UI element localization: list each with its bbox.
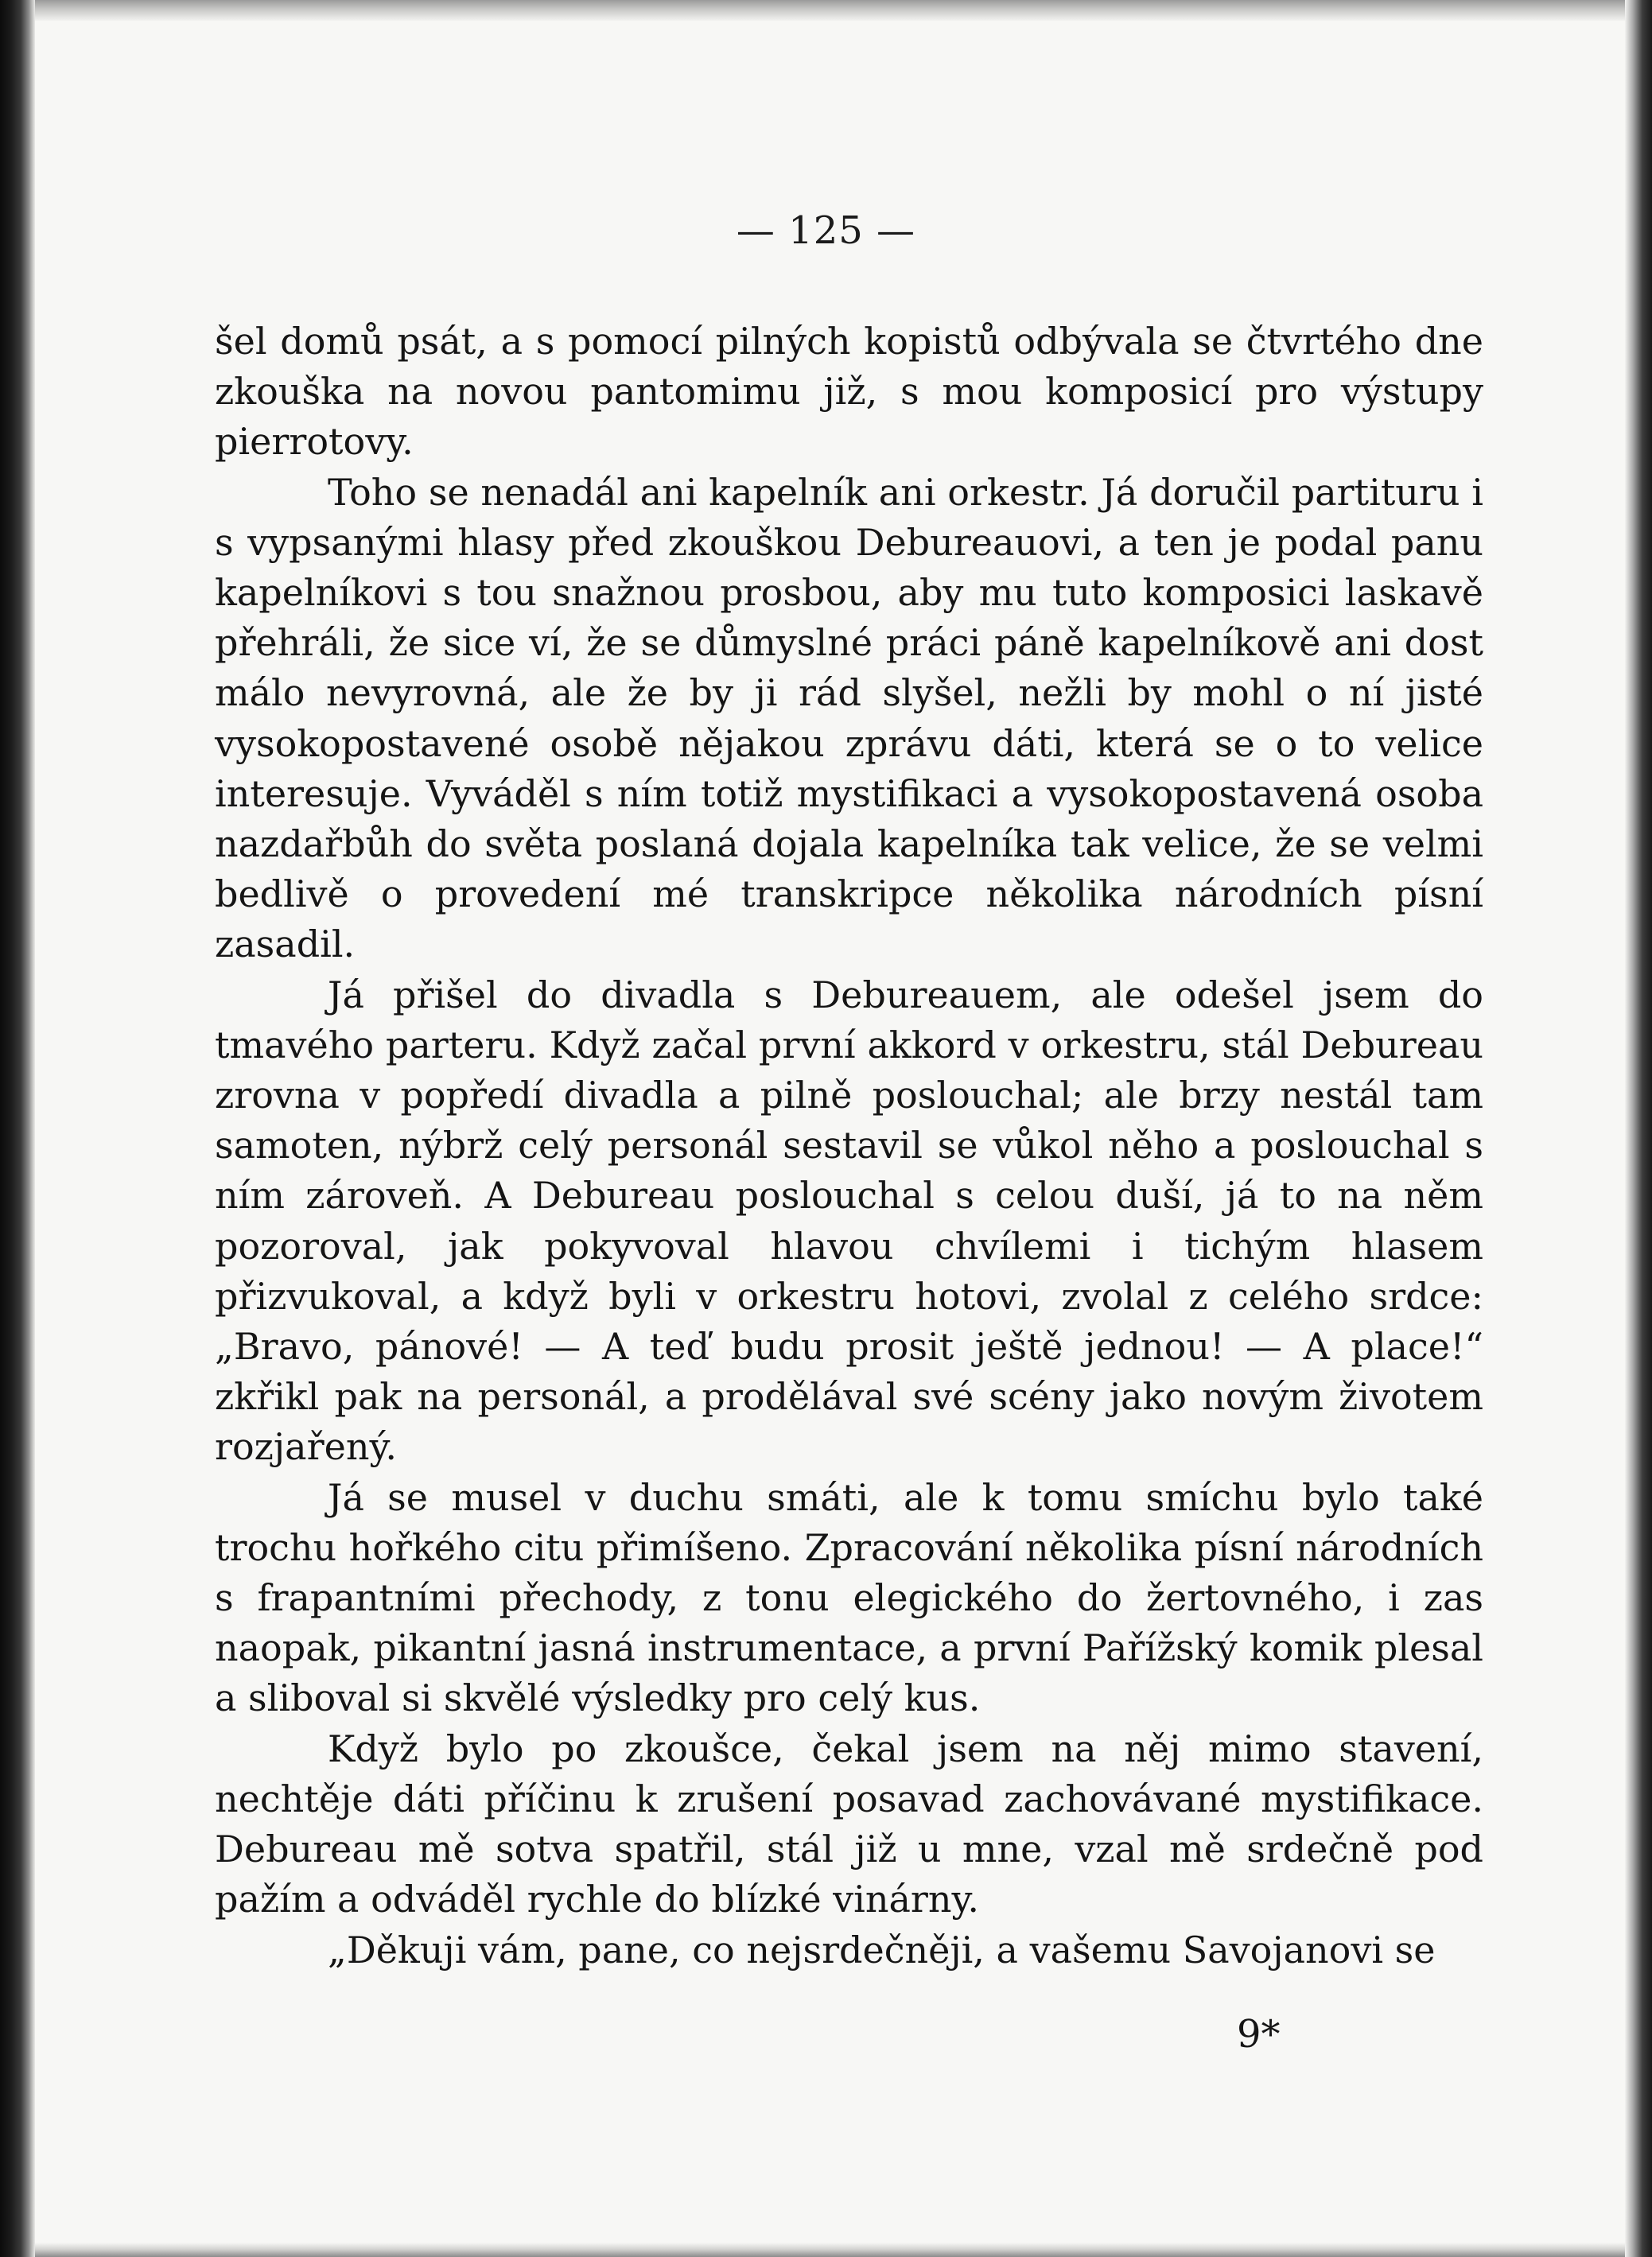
paragraph: šel domů psát, a s pomocí pilných kopistů odbývala se čtvrtého dne zkouška na novou pantomimu již, s mou komposicí pro výstupy pierrotovy.	[215, 320, 1483, 464]
page-left-edge-shadow	[0, 0, 35, 2257]
page-number: — 125 —	[736, 208, 916, 253]
body-text	[215, 317, 1483, 1975]
page-top-edge-shadow	[35, 0, 1652, 21]
page-bottom-edge-shadow	[35, 2243, 1625, 2257]
page-right-edge-shadow	[1625, 0, 1652, 2257]
paragraph: Já se musel v duchu smáti, ale k tomu smíchu bylo také trochu hořkého citu přimíšeno. Zpracování několika písní národních s frapantními přechody, z tonu elegického do žertovného, i zas naopak, pikantní jasná instrumentace, a první Pařížský komik plesal a sliboval si skvělé výsledky pro celý kus.	[215, 1475, 1483, 1720]
paragraph: Toho se nenadál ani kapelník ani orkestr. Já doručil partituru i s vypsanými hlasy před zkouškou Debureauovi, a ten je podal panu kapelníkovi s tou snažnou prosbou, aby mu tuto komposici laskavě přehráli, že sice ví, že se důmyslné práci páně kapelníkově ani dost málo nevyrovná, ale že by ji rád slyšel, nežli by mohl o ní jisté vysokopostavené osobě nějakou zprávu dáti, která se o to velice interesuje. Vyváděl s ním totiž mystifikaci a vysokopostavená osoba nazdařbůh do světa poslaná dojala kapelníka tak velice, že se velmi bedlivě o provedení mé transkripce několika národních písní zasadil.	[215, 470, 1483, 966]
paragraph: „Děkuji vám, pane, co nejsrdečněji, a vašemu Savojanovi se	[328, 1928, 1436, 1971]
paragraph: Když bylo po zkoušce, čekal jsem na něj mimo stavení, nechtěje dáti příčinu k zrušení posavad zachovávané mystifikace. Debureau mě sotva spatřil, stál již u mne, vzal mě srdečně pod pažím a odváděl rychle do blízké vinárny.	[215, 1727, 1483, 1921]
printer-signature-mark: 9*	[1237, 2012, 1281, 2057]
paragraph: Já přišel do divadla s Debureauem, ale odešel jsem do tmavého parteru. Když začal první akkord v orkestru, stál Debureau zrovna v popředí divadla a pilně poslouchal; ale brzy nestál tam samoten, nýbrž celý personál sestavil se vůkol něho a poslouchal s ním zároveň. A Debureau poslouchal s celou duší, já to na něm pozoroval, jak pokyvoval hlavou chvílemi i tichým hlasem přizvukoval, a když byli v orkestru hotovi, zvolal z celého srdce: „Bravo, pánové! — A teď budu prosit ještě jednou! — A place!“ zkřikl pak na personál, a prodělával své scény jako novým životem rozjařený.	[215, 973, 1483, 1469]
